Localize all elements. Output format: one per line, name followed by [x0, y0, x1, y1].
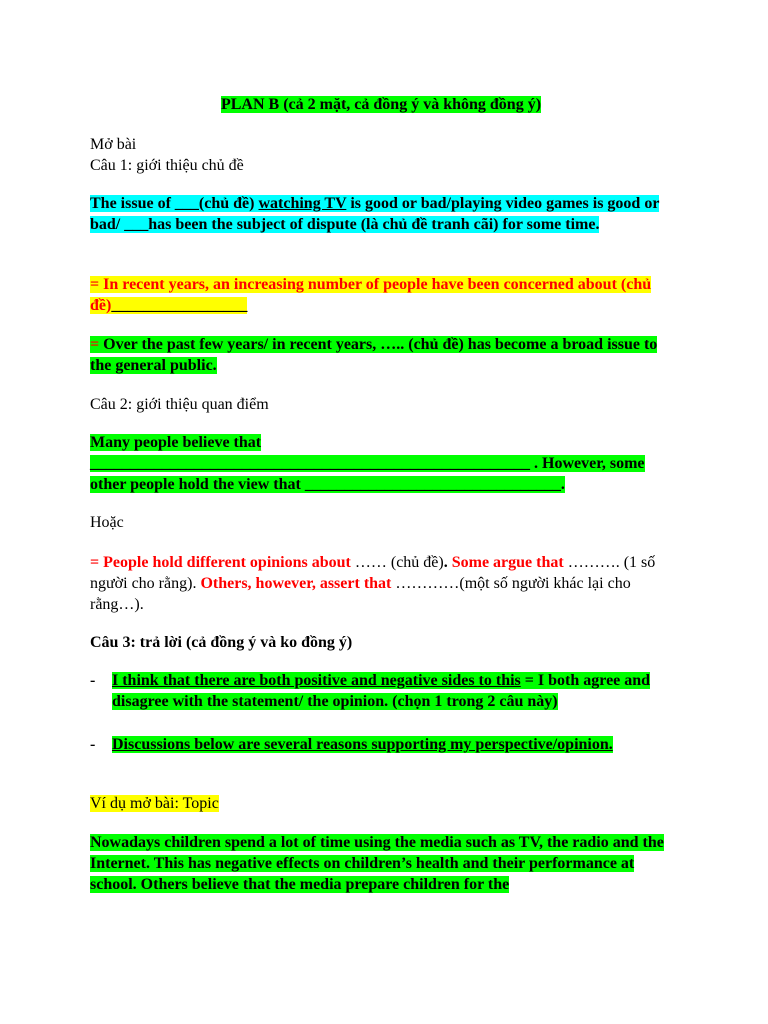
paragraph-past-years: = Over the past few years/ in recent years, ….. (chủ đề) has become a broad issue to the general public.: [90, 336, 658, 374]
list-item: - Discussions below are several reasons supporting my perspective/opinion.: [90, 736, 613, 753]
cau3-label: Câu 3: trả lời (cả đồng ý và ko đồng ý): [90, 634, 353, 651]
example-label: Ví dụ mở bài: Topic: [90, 795, 219, 812]
paragraph-different-opinions: = People hold different opinions about …… (chủ đề). Some argue that ………. (1 số người cho rằng). Others, however, assert that …………(một số người khác lại cho rằng…).: [90, 554, 656, 613]
cau1-label: Câu 1: giới thiệu chủ đề: [90, 157, 244, 174]
hoac-label: Hoặc: [90, 514, 124, 531]
paragraph-many-people: Many people believe that _______________________________________________________ . However, some other people hold the view that ________________________________.: [90, 434, 645, 493]
plan-title: PLAN B (cả 2 mặt, cả đồng ý và không đồng ý): [220, 96, 542, 113]
paragraph-recent-years: = In recent years, an increasing number of people have been concerned about (chủ đề)_________________: [90, 276, 652, 314]
example-paragraph: Nowadays children spend a lot of time using the media such as TV, the radio and the Internet. This has negative effects on children’s health and their performance at school. Others believe that the media prepare children for the: [90, 834, 664, 893]
bullet-marker: -: [90, 736, 96, 753]
cau2-label: Câu 2: giới thiệu quan điểm: [90, 396, 269, 413]
intro-heading: Mở bài: [90, 136, 137, 153]
paragraph-issue: The issue of ___(chủ đề) watching TV is good or bad/playing video games is good or bad/ ___has been the subject of dispute (là chủ đề tranh cãi) for some time.: [90, 195, 660, 233]
bullet-marker: -: [90, 672, 96, 689]
list-item: - I think that there are both positive and negative sides to this = I both agree and disagree with the statement/ the opinion. (chọn 1 trong 2 câu này): [90, 672, 651, 710]
